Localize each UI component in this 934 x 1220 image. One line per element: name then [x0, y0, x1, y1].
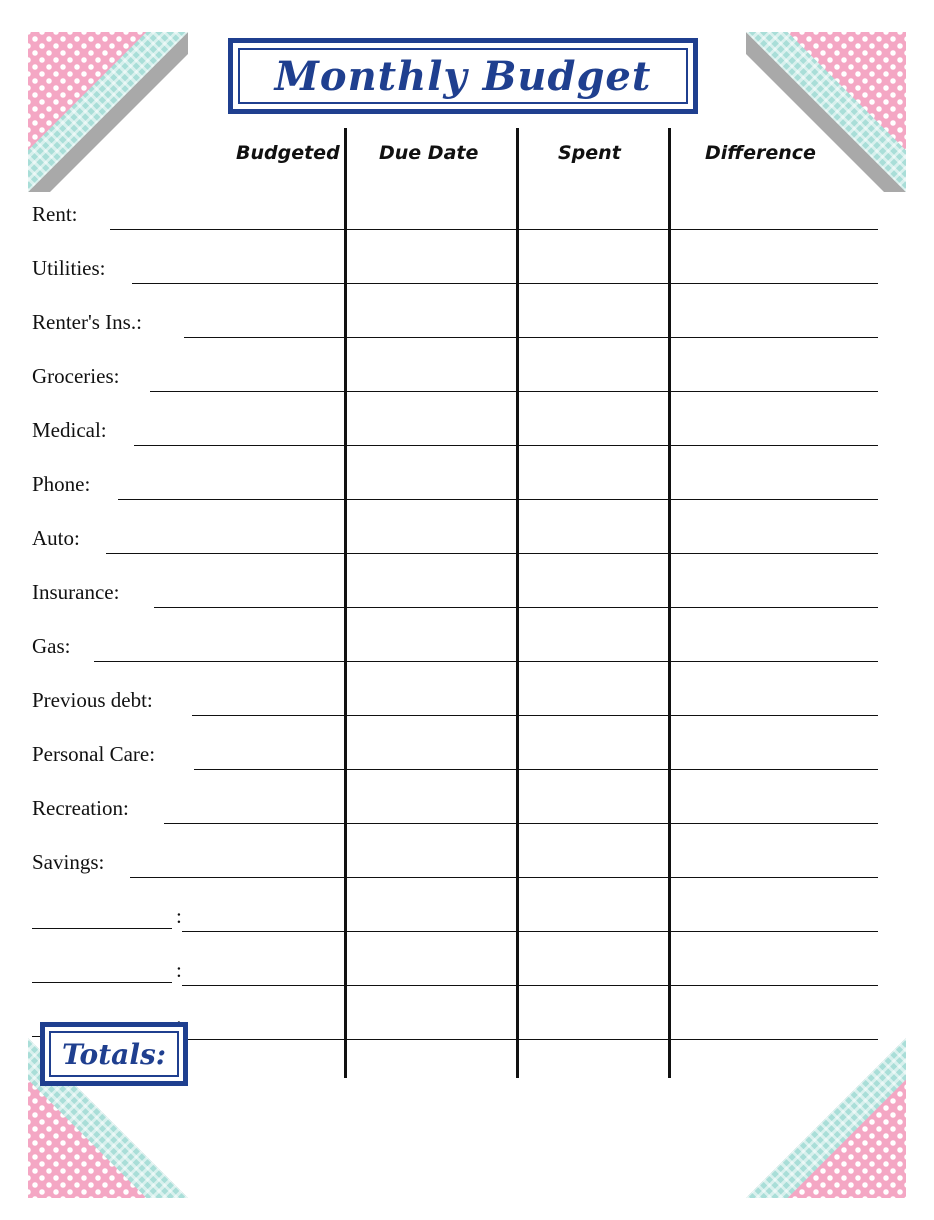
row-label: Medical: [32, 418, 107, 442]
row-entry-line[interactable] [134, 445, 878, 446]
row-label: Insurance: [32, 580, 120, 604]
custom-category-write-in-line[interactable] [32, 982, 172, 983]
table-row [32, 672, 878, 726]
table-row [32, 888, 878, 942]
budget-line-items [32, 186, 878, 1050]
row-entry-line[interactable] [150, 391, 878, 392]
corner-decoration-top-left [28, 32, 188, 192]
totals-box [40, 1022, 188, 1086]
row-label: Personal Care: [32, 742, 156, 766]
row-label: Recreation: [32, 796, 129, 820]
row-label: Groceries: [32, 364, 120, 388]
table-row [32, 294, 878, 348]
row-entry-line[interactable] [154, 607, 878, 608]
corner-decoration-bottom-right [746, 1038, 906, 1198]
column-header-2: Due Date [379, 142, 479, 164]
table-row [32, 726, 878, 780]
table-row [32, 942, 878, 996]
row-entry-line[interactable] [118, 499, 878, 500]
table-row [32, 510, 878, 564]
page-title: Monthly Budget [274, 52, 652, 100]
row-entry-line[interactable] [182, 931, 878, 932]
row-label: Renter's Ins.: [32, 310, 142, 334]
row-entry-line[interactable] [184, 337, 878, 338]
page-title-box [228, 38, 698, 114]
table-row [32, 240, 878, 294]
row-entry-line[interactable] [192, 715, 878, 716]
row-entry-line[interactable] [164, 823, 878, 824]
row-entry-line[interactable] [94, 661, 878, 662]
column-header-4: Difference [705, 142, 816, 164]
table-row [32, 402, 878, 456]
row-label: : [176, 958, 182, 982]
table-row [32, 186, 878, 240]
table-row [32, 456, 878, 510]
row-label: Gas: [32, 634, 71, 658]
row-label: Previous debt: [32, 688, 153, 712]
row-entry-line[interactable] [182, 985, 878, 986]
row-label: Savings: [32, 850, 105, 874]
row-label: Phone: [32, 472, 91, 496]
custom-category-write-in-line[interactable] [32, 928, 172, 929]
table-row [32, 348, 878, 402]
row-entry-line[interactable] [110, 229, 878, 230]
row-entry-line[interactable] [182, 1039, 878, 1040]
row-entry-line[interactable] [194, 769, 878, 770]
row-label: Utilities: [32, 256, 106, 280]
totals-label: Totals: [61, 1037, 167, 1071]
column-header-1: Budgeted [236, 142, 340, 164]
table-row [32, 780, 878, 834]
row-entry-line[interactable] [106, 553, 878, 554]
corner-decoration-top-right [746, 32, 906, 192]
row-entry-line[interactable] [130, 877, 878, 878]
column-header-3: Spent [558, 142, 621, 164]
row-label: Auto: [32, 526, 80, 550]
table-row [32, 618, 878, 672]
row-entry-line[interactable] [132, 283, 878, 284]
table-row [32, 564, 878, 618]
table-row [32, 834, 878, 888]
row-label: : [176, 904, 182, 928]
row-label: Rent: [32, 202, 78, 226]
